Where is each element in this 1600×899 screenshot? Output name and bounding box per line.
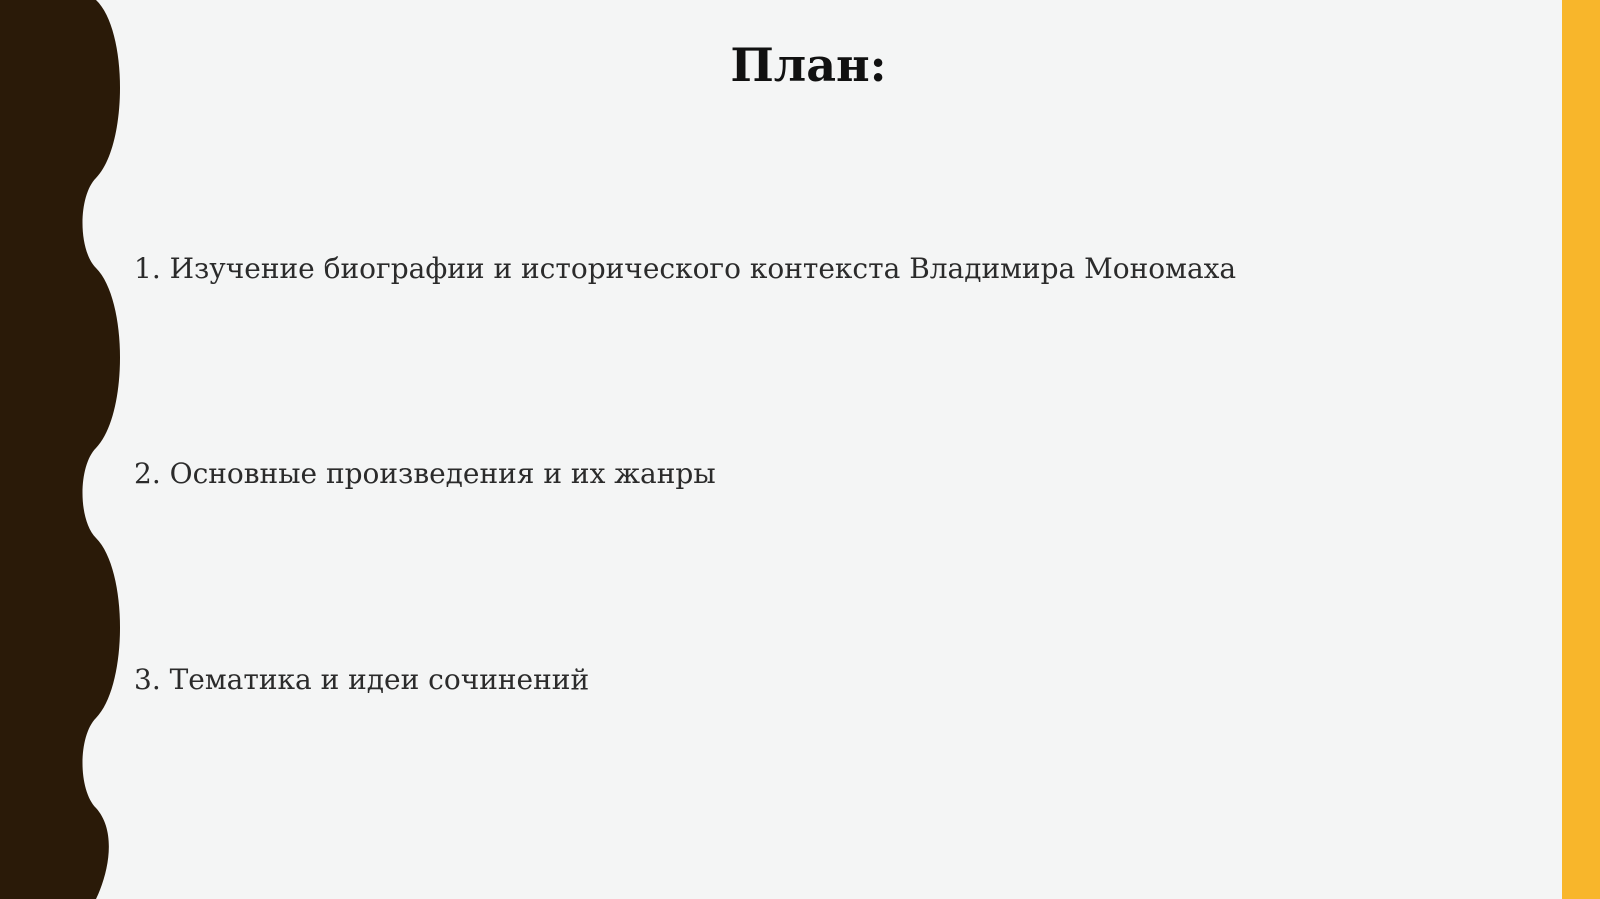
slide-title: План: [730, 38, 887, 92]
right-accent-bar [1562, 0, 1600, 899]
wavy-left-band [0, 0, 130, 899]
plan-item-2: 2. Основные произведения и их жанры [134, 457, 716, 490]
wavy-left-band-shape [0, 0, 120, 899]
plan-item-3: 3. Тематика и идеи сочинений [134, 663, 590, 696]
plan-item-1: 1. Изучение биографии и исторического контекста Владимира Мономаха [134, 252, 1237, 285]
